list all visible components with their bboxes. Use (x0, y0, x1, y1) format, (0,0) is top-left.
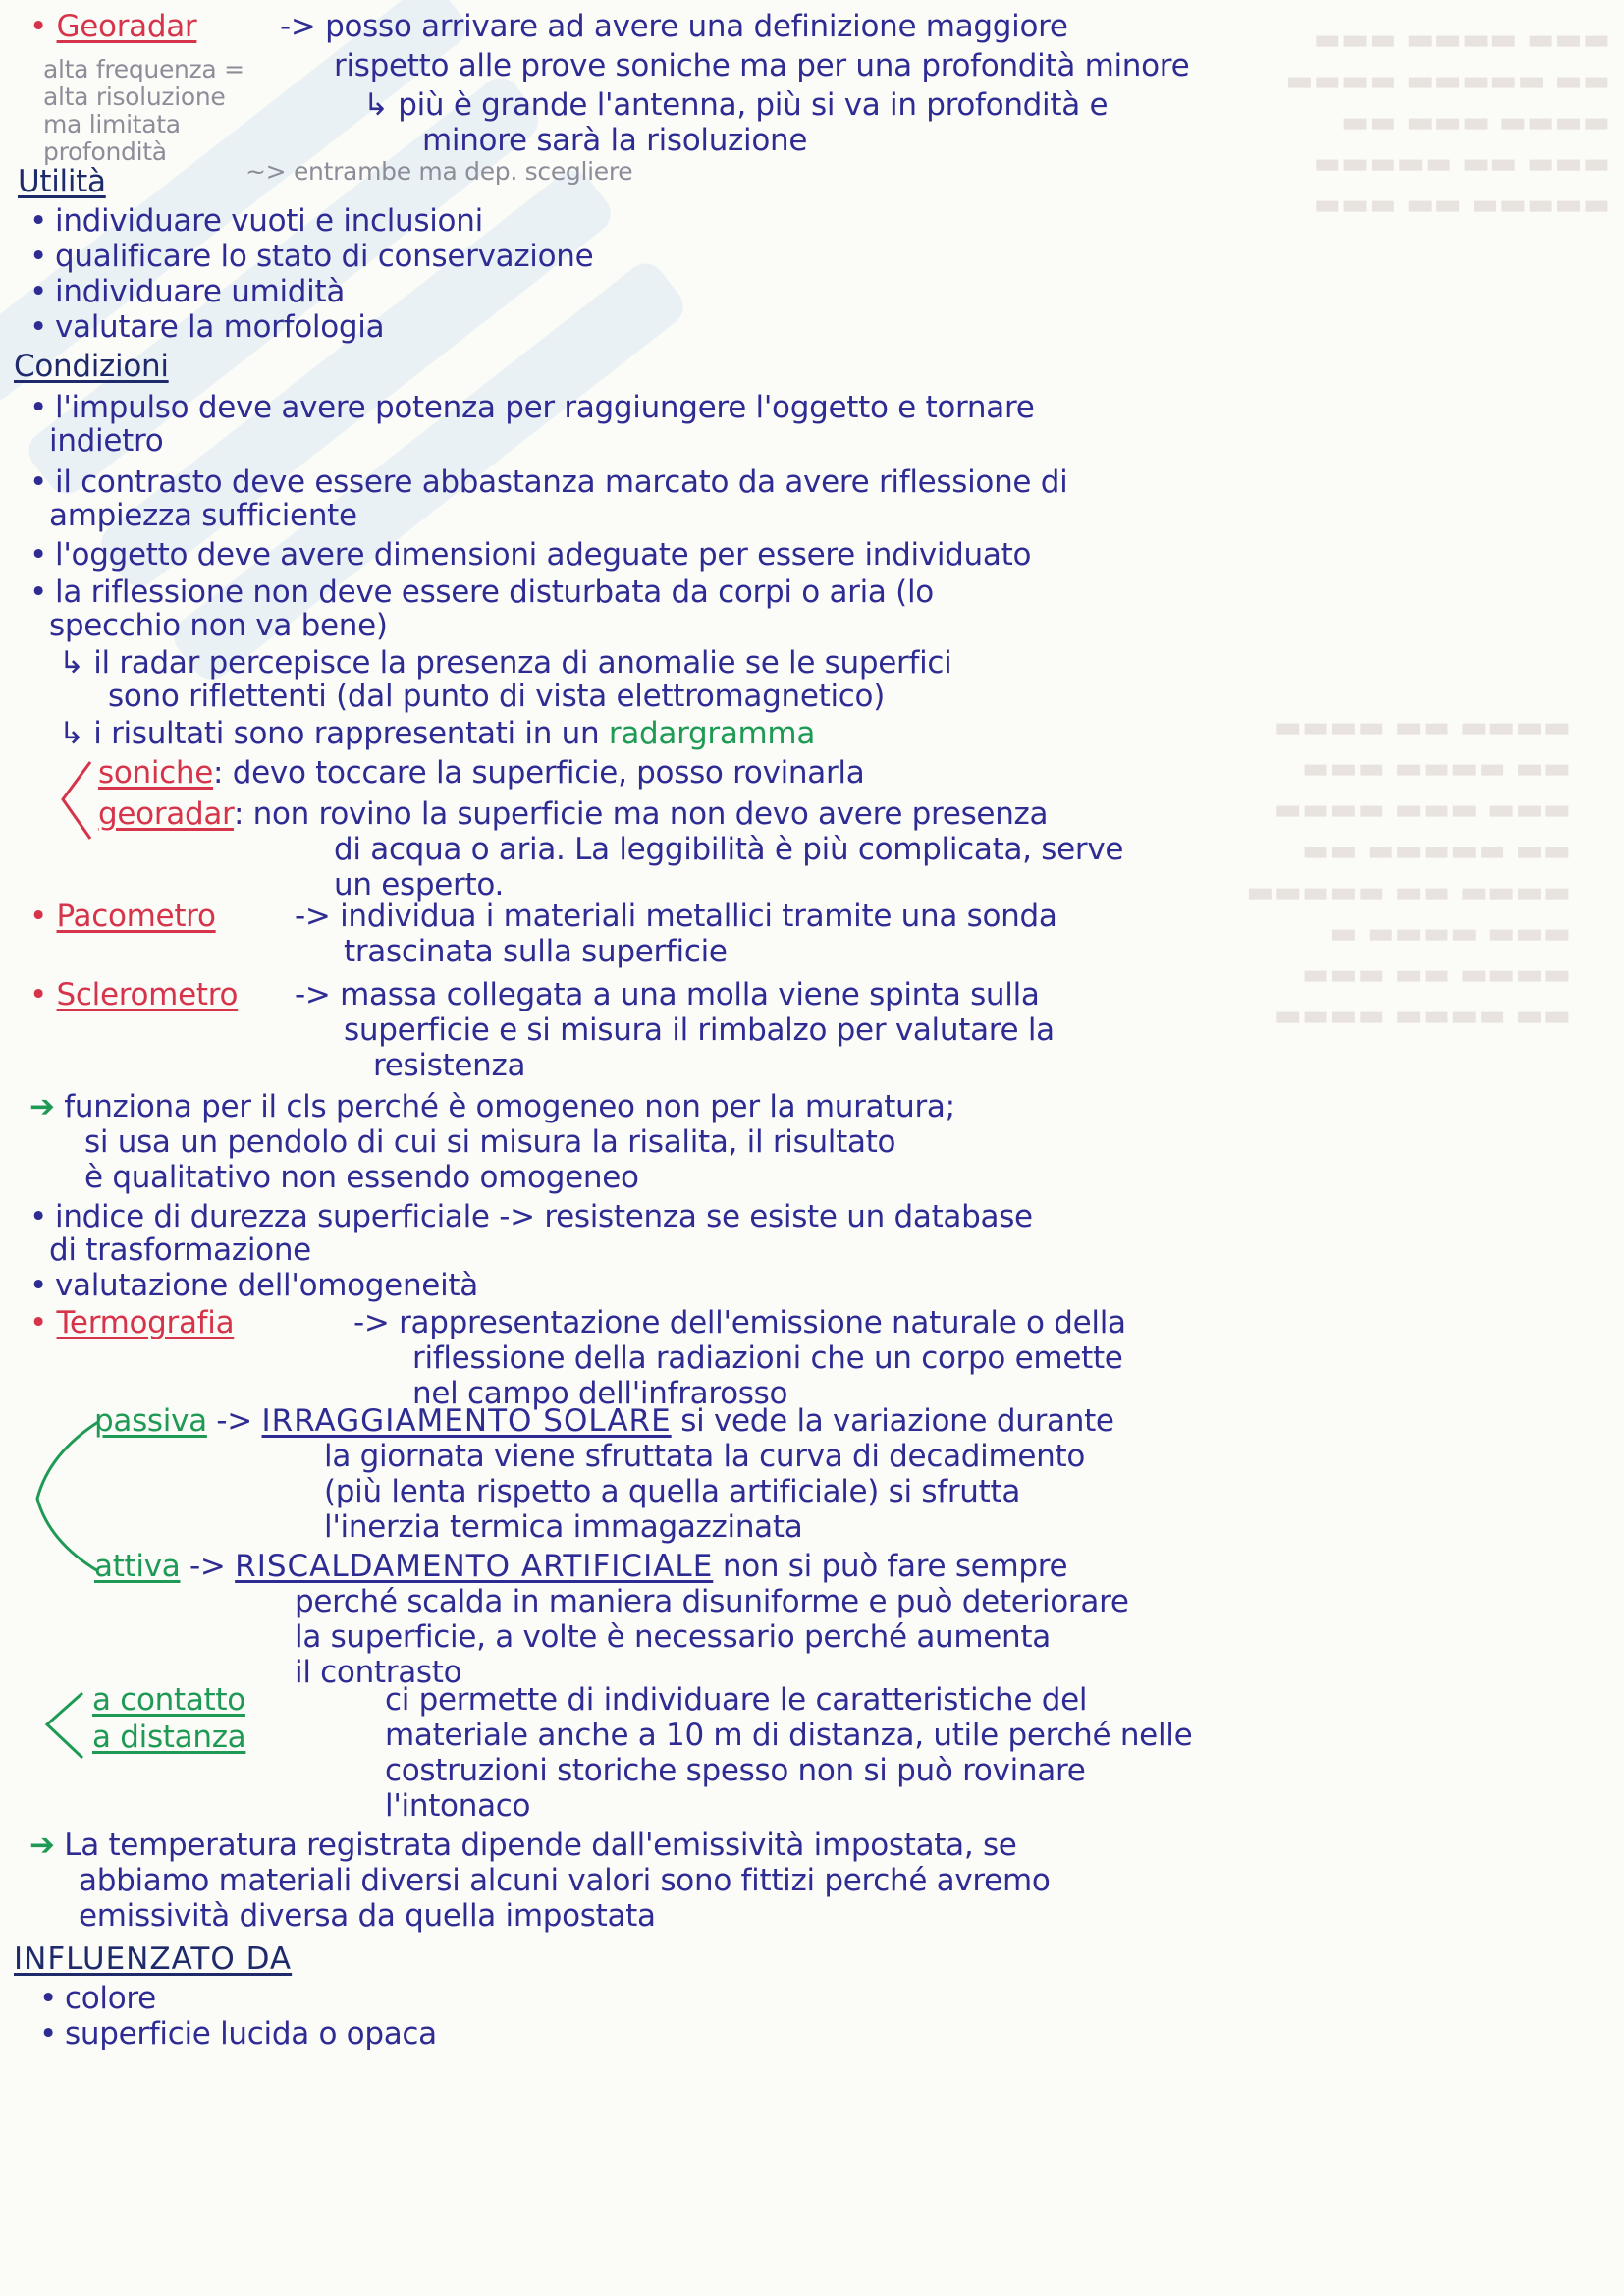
georadar-desc-3: ↳ più è grande l'antenna, più si va in profondità e (363, 87, 1109, 123)
georadar-desc-4: minore sarà la risoluzione (422, 123, 808, 158)
condizioni-line-5: ↳ il radar percepisce la presenza di anomalie se le superfici (59, 645, 952, 681)
pacometro-label: Pacometro (56, 899, 216, 934)
contatto-distanza-bracket-icon (39, 1687, 88, 1766)
condizioni-line-5b: sono riflettenti (dal punto di vista elettromagnetico) (108, 679, 885, 714)
condizioni-line-2: • il contrasto deve essere abbastanza marcato da avere riflessione di (29, 464, 1067, 501)
passiva-text-2: la giornata viene sfruttata la curva di decadimento (324, 1439, 1086, 1474)
temperatura-note-1: La temperatura registrata dipende dall'emissività impostata, se (64, 1828, 1017, 1863)
distanza-text-1: ci permette di individuare le caratteristiche del (385, 1682, 1088, 1718)
sclerometro-desc-3: resistenza (373, 1048, 526, 1083)
sclerometro-note-2: si usa un pendolo di cui si misura la risalita, il risultato (84, 1124, 896, 1160)
condizioni-line-4b: specchio non va bene) (49, 608, 388, 643)
soniche-text: : devo toccare la superficie, posso rovinarla (213, 755, 865, 791)
sclerometro-bullet-1b: di trasformazione (49, 1232, 311, 1268)
georadar-compare-text-3: un esperto. (334, 867, 504, 902)
georadar-side-note-4: profondità (43, 137, 167, 166)
georadar-side-note-3: ma limitata (43, 110, 181, 138)
distanza-text-2: materiale anche a 10 m di distanza, utile perché nelle (385, 1718, 1193, 1753)
condizioni-line-3: • l'oggetto deve avere dimensioni adeguate per essere individuato (29, 536, 1031, 574)
attiva-label: attiva (94, 1549, 181, 1584)
arrow-right-icon: ➔ (29, 1089, 65, 1124)
termografia-desc-1: -> rappresentazione dell'emissione naturale o della (353, 1305, 1126, 1340)
temperatura-note-2: abbiamo materiali diversi alcuni valori sono fittizi perché avremo (79, 1863, 1051, 1898)
attiva-text-3: la superficie, a volte è necessario perché aumenta (295, 1619, 1051, 1655)
georadar-side-note-2: alta risoluzione (43, 82, 226, 111)
attiva-text-2: perché scalda in maniera disuniforme e può deteriorare (295, 1584, 1129, 1619)
attiva-line: attiva -> RISCALDAMENTO ARTIFICIALE non si può fare sempre (94, 1549, 1068, 1584)
georadar-compare-label: georadar (98, 796, 234, 832)
influenzato-item: • colore (39, 1980, 156, 2017)
georadar-compare-text-2: di acqua o aria. La leggibilità è più complicata, serve (334, 832, 1124, 867)
termografia-desc-3: nel campo dell'infrarosso (412, 1376, 788, 1411)
condizioni-line-1b: indietro (49, 423, 164, 459)
contatto-label: a contatto (92, 1682, 245, 1718)
radargramma-term: radargramma (608, 716, 816, 751)
condizioni-heading: Condizioni (14, 349, 169, 384)
georadar-side-note-5: ~> entrambe ma dep. scegliere (245, 157, 633, 186)
passiva-text-4: l'inerzia termica immagazzinata (324, 1509, 803, 1545)
soniche-label: soniche (98, 755, 214, 791)
condizioni-line-2b: ampiezza sufficiente (49, 498, 357, 533)
sclerometro-desc-2: superficie e si misura il rimbalzo per valutare la (344, 1012, 1055, 1048)
termografia-term: • Termografia (29, 1305, 235, 1340)
sclerometro-note-1 (29, 1088, 955, 1125)
utilita-heading: Utilità (18, 164, 106, 199)
termografia-label: Termografia (56, 1305, 235, 1340)
influenzato-item: • superficie lucida o opaca (39, 2015, 437, 2052)
attiva-heading: RISCALDAMENTO ARTIFICIALE (235, 1549, 714, 1584)
distanza-text-3: costruzioni storiche spesso non si può rovinare (385, 1753, 1086, 1788)
sclerometro-note-3: è qualitativo non essendo omogeneo (84, 1160, 639, 1195)
temperatura-note (29, 1827, 1017, 1864)
pacometro-term: • Pacometro (29, 899, 216, 934)
passiva-heading: IRRAGGIAMENTO SOLARE (261, 1403, 672, 1439)
condizioni-line-4: • la riflessione non deve essere disturbata da corpi o aria (lo (29, 574, 934, 611)
georadar-compare-text: : non rovino la superficie ma non devo avere presenza (233, 796, 1049, 832)
pacometro-desc-2: trascinata sulla superficie (344, 934, 728, 969)
utilita-item: • individuare vuoti e inclusioni (29, 202, 483, 240)
influenzato-heading: INFLUENZATO DA (14, 1941, 293, 1977)
show-through-text: ▬▬▬ ▬▬▬▬ ▬▬▬ ▬▬ ▬▬▬▬▬ ▬▬▬▬ ▬▬▬▬ ▬▬▬ ▬▬ ▬▬▬ ▬▬ ▬▬▬▬▬ ▬▬▬▬▬ ▬▬ ▬▬▬ (1285, 23, 1610, 222)
condizioni-line-6-text: i risultati sono rappresentati in un (93, 716, 600, 751)
sclerometro-bullet-2: • valutazione dell'omogeneità (29, 1267, 478, 1304)
pacometro-desc-1: -> individua i materiali metallici tramite una sonda (295, 899, 1057, 934)
passiva-line: passiva -> IRRAGGIAMENTO SOLARE si vede la variazione durante (94, 1403, 1114, 1439)
comparison-bracket-icon (57, 756, 96, 845)
utilita-item: • valutare la morfologia (29, 308, 384, 346)
distanza-text-4: l'intonaco (385, 1788, 531, 1824)
sclerometro-bullet-1: • indice di durezza superficiale -> resistenza se esiste un database (29, 1198, 1033, 1235)
attiva-text-1: non si può fare sempre (722, 1549, 1068, 1584)
passiva-label: passiva (94, 1403, 207, 1439)
sclerometro-desc-1: -> massa collegata a una molla viene spinta sulla (295, 977, 1040, 1012)
sclerometro-term: • Sclerometro (29, 977, 239, 1012)
attiva-text-4: il contrasto (295, 1655, 462, 1690)
soniche-line (98, 754, 864, 792)
passiva-text-1: si vede la variazione durante (680, 1403, 1114, 1439)
georadar-compare-line (98, 795, 1048, 833)
passiva-text-3: (più lenta rispetto a quella artificiale) si sfrutta (324, 1474, 1021, 1509)
sclerometro-label: Sclerometro (56, 977, 239, 1012)
condizioni-line-1: • l'impulso deve avere potenza per raggiungere l'oggetto e tornare (29, 389, 1035, 426)
georadar-desc-1: -> posso arrivare ad avere una definizione maggiore (280, 9, 1068, 44)
termografia-desc-2: riflessione della radiazioni che un corpo emette (412, 1340, 1123, 1376)
condizioni-line-5-text: il radar percepisce la presenza di anomalie se le superfici (93, 645, 952, 681)
temperatura-note-3: emissività diversa da quella impostata (79, 1898, 656, 1934)
georadar-side-note-1: alta frequenza = (43, 55, 244, 83)
distanza-label: a distanza (92, 1720, 246, 1755)
utilita-item: • qualificare lo stato di conservazione (29, 238, 593, 275)
arrow-right-icon: ➔ (29, 1828, 65, 1863)
georadar-label: Georadar (56, 9, 197, 44)
condizioni-line-6: ↳ i risultati sono rappresentati in un radargramma (59, 716, 816, 751)
sclerometro-note-1-text: funziona per il cls perché è omogeneo non per la muratura; (64, 1089, 955, 1124)
georadar-desc-2: rispetto alle prove soniche ma per una profondità minore (334, 48, 1190, 83)
utilita-item: • individuare umidità (29, 273, 345, 310)
show-through-text: ▬▬▬▬ ▬▬ ▬▬▬▬ ▬▬ ▬▬▬▬ ▬▬▬ ▬▬▬ ▬▬▬ ▬▬▬▬ ▬▬ ▬▬▬▬▬ ▬▬ ▬▬▬▬ ▬▬ ▬▬▬▬▬ ▬▬▬ ▬▬▬▬ ▬ ▬▬▬▬ ▬▬ ▬▬▬ ▬▬ ▬▬▬▬ ▬▬▬▬ (1246, 710, 1571, 1033)
georadar-term: • Georadar (29, 9, 197, 44)
